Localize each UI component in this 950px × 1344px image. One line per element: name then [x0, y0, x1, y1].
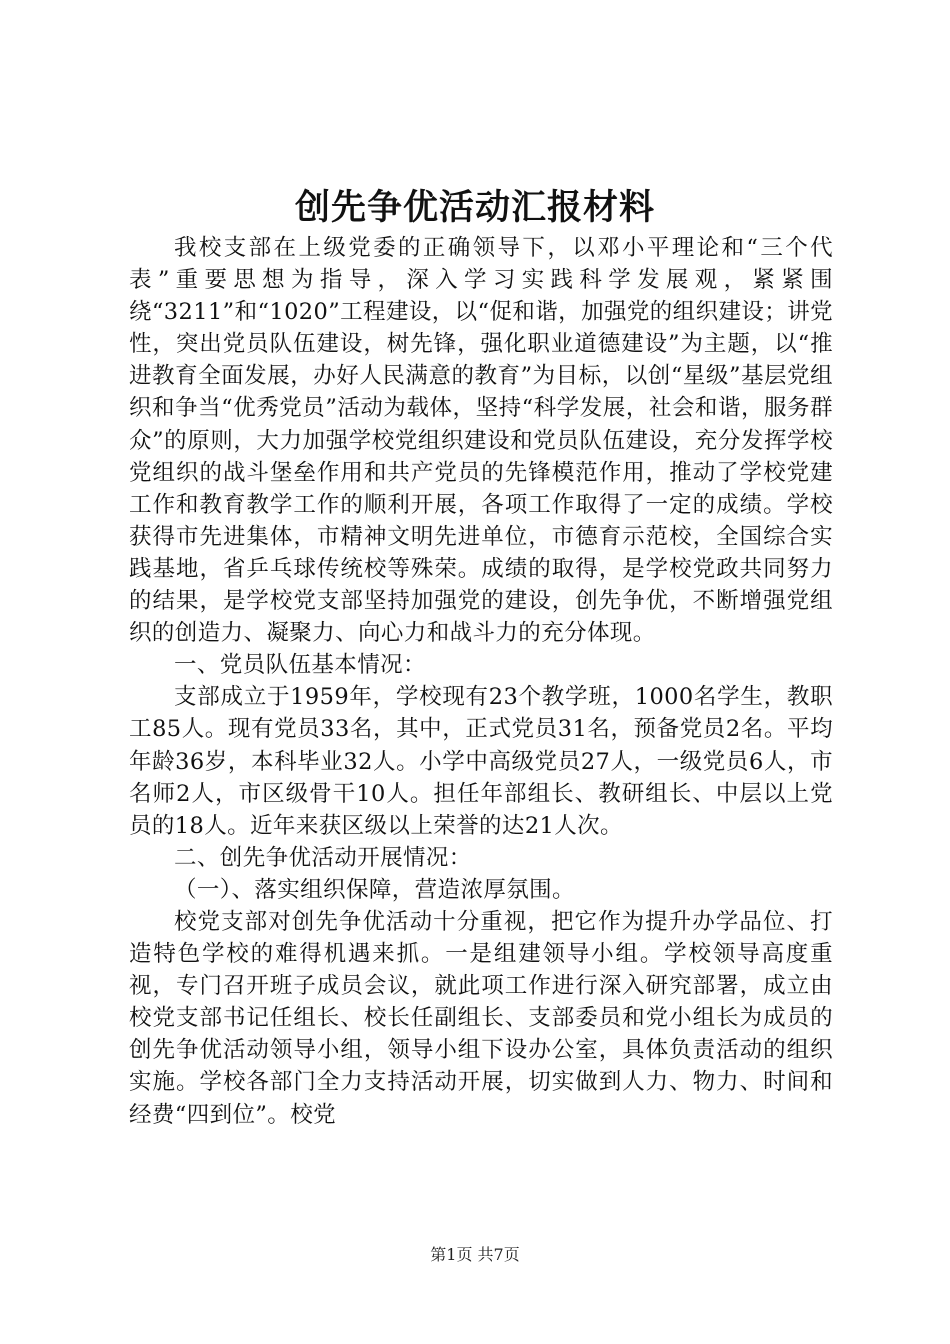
- page-number-footer: 第1页 共7页: [430, 1245, 520, 1264]
- member-info-paragraph: 支部成立于1959年，学校现有23个教学班，1000名学生，教职工85人。现有党员33名，其中，正式党员31名，预备党员2名。平均年龄36岁，本科毕业32人。小学中高级党员27人，一级党员6人，市名师2人，市区级骨干10人。担任年部组长、教研组长、中层以上党员的18人。近年来获区级以上荣誉的达21人次。: [129, 684, 833, 839]
- document-body: [129, 232, 833, 1131]
- intro-paragraph: 我校支部在上级党委的正确领导下，以邓小平理论和“三个代表”重要思想为指导，深入学习实践科学发展观，紧紧围绕“3211”和“1020”工程建设，以“促和谐，加强党的组织建设；讲党性，突出党员队伍建设，树先锋，强化职业道德建设”为主题，以“推进教育全面发展，办好人民满意的教育”为目标，以创“星级”基层党组织和争当“优秀党员”活动为载体，坚持“科学发展，社会和谐，服务群众”的原则，大力加强学校党组织建设和党员队伍建设，充分发挥学校党组织的战斗堡垒作用和共产党员的先锋模范作用，推动了学校党建工作和教育教学工作的顺利开展，各项工作取得了一定的成绩。学校获得市先进集体，市精神文明先进单位，市德育示范校，全国综合实践基地，省乒乓球传统校等殊荣。成绩的取得，是学校党政共同努力的结果，是学校党支部坚持加强党的建设，创先争优，不断增强党组织的创造力、凝聚力、向心力和战斗力的充分体现。: [129, 235, 833, 647]
- document-title: 创先争优活动汇报材料: [294, 187, 655, 228]
- subsection-heading-1: （一）、落实组织保障，营造浓厚氛围。: [174, 876, 575, 903]
- organization-paragraph: 校党支部对创先争优活动十分重视，把它作为提升办学品位、打造特色学校的难得机遇来抓。一是组建领导小组。学校领导高度重视，专门召开班子成员会议，就此项工作进行深入研究部署，成立由校党支部书记任组长、校长任副组长、支部委员和党小组长为成员的创先争优活动领导小组，领导小组下设办公室，具体负责活动的组织实施。学校各部门全力支持活动开展，切实做到人力、物力、时间和经费“四到位”。校党: [129, 908, 833, 1128]
- section-heading-1: 一、党员队伍基本情况：: [174, 652, 426, 679]
- section-heading-2: 二、创先争优活动开展情况：: [174, 844, 472, 871]
